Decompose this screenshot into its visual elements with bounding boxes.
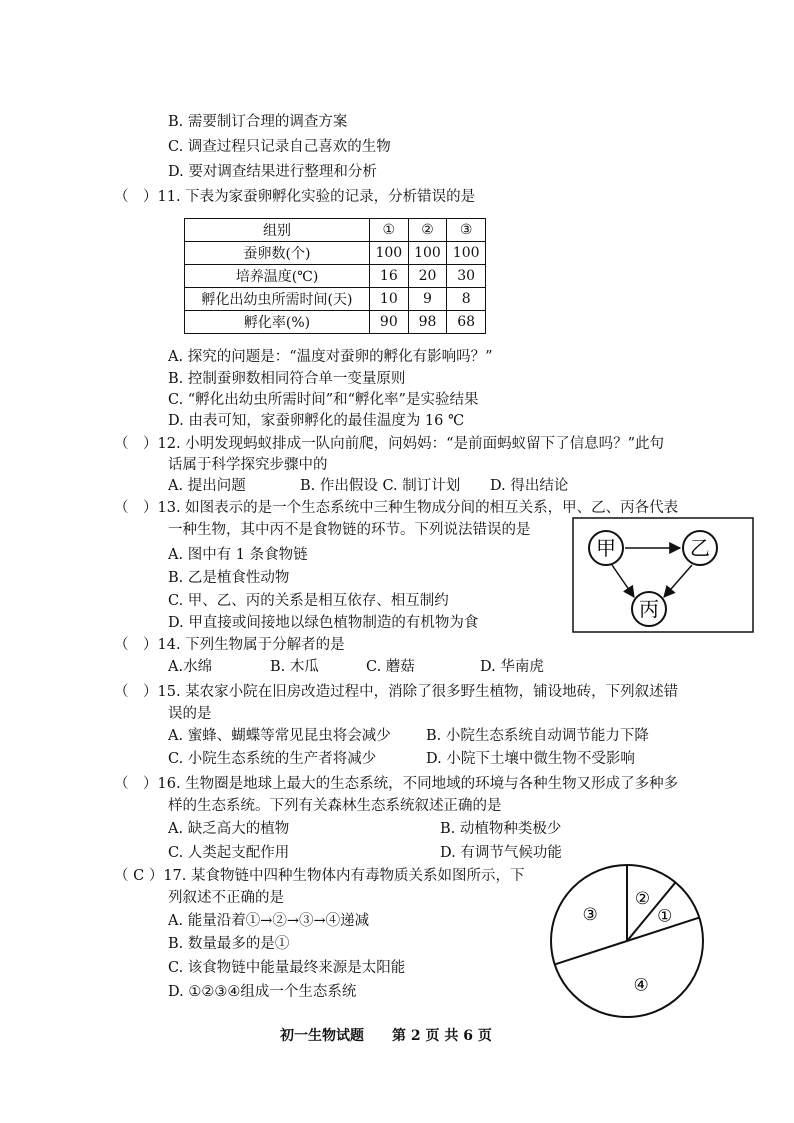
q16-option-c: C. 人类起支配作用 <box>168 845 290 861</box>
q13-option-d: D. 甲直接或间接地以绿色植物制造的有机物为食 <box>168 615 479 631</box>
q16-stem-line2: 样的生态系统。下列有关森林生态系统叙述正确的是 <box>168 798 502 814</box>
table-cell: 30 <box>447 265 486 288</box>
q14-option-a: A.水绵 <box>168 659 213 675</box>
table-cell: 20 <box>408 265 447 288</box>
q13-option-a: A. 图中有 1 条食物链 <box>168 547 308 563</box>
pie-slice-label: ④ <box>633 975 649 996</box>
organism-bing-label: 丙 <box>639 597 659 621</box>
pie-slice-label: ③ <box>582 905 598 926</box>
arrow-yi-to-bing <box>664 565 692 597</box>
q10-option-b: B. 需要制订合理的调查方案 <box>168 114 348 130</box>
q16-option-a: A. 缺乏高大的植物 <box>168 821 290 837</box>
table-cell: 蚕卵数(个) <box>185 242 370 265</box>
q17-stem-line2: 列叙述不正确的是 <box>168 890 284 906</box>
q14-option-b: B. 木瓜 <box>270 659 319 675</box>
q11-option-b: B. 控制蚕卵数相同符合单一变量原则 <box>168 371 406 387</box>
pie-slice-label: ① <box>657 906 673 927</box>
q15-stem-line2: 误的是 <box>168 706 212 722</box>
table-cell: 98 <box>408 311 447 334</box>
q17-option-a: A. 能量沿着①→②→③→④递减 <box>168 913 370 929</box>
table-cell: 100 <box>447 242 486 265</box>
table-cell: 100 <box>408 242 447 265</box>
pie-slice-label: ② <box>634 889 651 910</box>
q15-option-a: A. 蜜蜂、蝴蝶等常见昆虫将会减少 <box>168 728 391 744</box>
q13-option-b: B. 乙是植食性动物 <box>168 570 290 586</box>
q12-stem-line1: （ ）12. 小明发现蚂蚁排成一队向前爬，问妈妈：“是前面蚂蚁留下了信息吗？”此句 <box>114 436 664 452</box>
q11-option-a: A. 探究的问题是：“温度对蚕卵的孵化有影响吗？” <box>168 349 493 365</box>
q13-stem-line1: （ ）13. 如图表示的是一个生态系统中三种生物成分间的相互关系，甲、乙、丙各代表 <box>114 500 679 516</box>
table-cell: 培养温度(℃) <box>185 265 370 288</box>
q14-stem: （ ）14. 下列生物属于分解者的是 <box>114 637 345 653</box>
table-row <box>185 311 486 334</box>
q16-option-d: D. 有调节气候功能 <box>440 845 562 861</box>
q14-option-c: C. 蘑菇 <box>366 659 415 675</box>
table-row <box>185 265 486 288</box>
q15-option-c: C. 小院生态系统的生产者将减少 <box>168 751 377 767</box>
ecosystem-diagram <box>572 517 754 633</box>
table-cell: ② <box>408 219 447 242</box>
q15-stem-line1: （ ）15. 某农家小院在旧房改造过程中，消除了很多野生植物，铺设地砖，下列叙述错 <box>114 684 679 700</box>
table-cell: ① <box>370 219 409 242</box>
table-cell: 孵化出幼虫所需时间(天) <box>185 288 370 311</box>
table-cell: 9 <box>408 288 447 311</box>
q10-option-c: C. 调查过程只记录自己喜欢的生物 <box>168 139 391 155</box>
q16-stem-line1: （ ）16. 生物圈是地球上最大的生态系统，不同地域的环境与各种生物又形成了多种多 <box>114 776 679 792</box>
q11-option-d: D. 由表可知，家蚕卵孵化的最佳温度为 16 ℃ <box>168 413 465 429</box>
q16-option-b: B. 动植物种类极少 <box>440 821 562 837</box>
q11-option-c: C. “孵化出幼虫所需时间”和“孵化率”是实验结果 <box>168 392 479 408</box>
table-header-row <box>185 219 486 242</box>
q11-stem: （ ）11. 下表为家蚕卵孵化实验的记录，分析错误的是 <box>114 189 476 205</box>
table-cell: 90 <box>370 311 409 334</box>
organism-jia-label: 甲 <box>596 536 616 560</box>
q17-stem-line1: （ C ）17. 某食物链中四种生物体内有毒物质关系如图所示，下 <box>114 868 525 884</box>
table-row <box>185 288 486 311</box>
table-cell: 组别 <box>185 219 370 242</box>
table-cell: 10 <box>370 288 409 311</box>
organism-yi-label: 乙 <box>690 536 710 560</box>
q13-stem-line2: 一种生物，其中丙不是食物链的环节。下列说法错误的是 <box>168 522 531 538</box>
q12-option-a: A. 提出问题 <box>168 478 246 494</box>
q17-option-d: D. ①②③④组成一个生态系统 <box>168 984 357 1000</box>
silkworm-experiment-table <box>184 218 486 334</box>
q13-option-c: C. 甲、乙、丙的关系是相互依存、相互制约 <box>168 593 449 609</box>
arrow-jia-to-bing <box>612 565 634 597</box>
q10-option-d: D. 要对调查结果进行整理和分析 <box>168 164 377 180</box>
table-cell: 68 <box>447 311 486 334</box>
q15-option-d: D. 小院下土壤中微生物不受影响 <box>426 751 635 767</box>
q15-option-b: B. 小院生态系统自动调节能力下降 <box>426 728 649 744</box>
q12-option-d: D. 得出结论 <box>490 478 569 494</box>
q14-option-d: D. 华南虎 <box>480 659 544 675</box>
table-cell: ③ <box>447 219 486 242</box>
q12-option-b-c: B. 作出假设 C. 制订计划 <box>300 478 461 494</box>
page-footer: 初一生物试题 第 2 页 共 6 页 <box>280 1028 492 1044</box>
q17-option-b: B. 数量最多的是① <box>168 936 290 952</box>
table-cell: 8 <box>447 288 486 311</box>
table-row <box>185 242 486 265</box>
q17-option-c: C. 该食物链中能量最终来源是太阳能 <box>168 960 406 976</box>
q12-stem-line2: 话属于科学探究步骤中的 <box>168 457 328 473</box>
table-cell: 孵化率(%) <box>185 311 370 334</box>
toxin-pie-chart <box>548 862 706 1020</box>
table-cell: 100 <box>370 242 409 265</box>
table-cell: 16 <box>370 265 409 288</box>
